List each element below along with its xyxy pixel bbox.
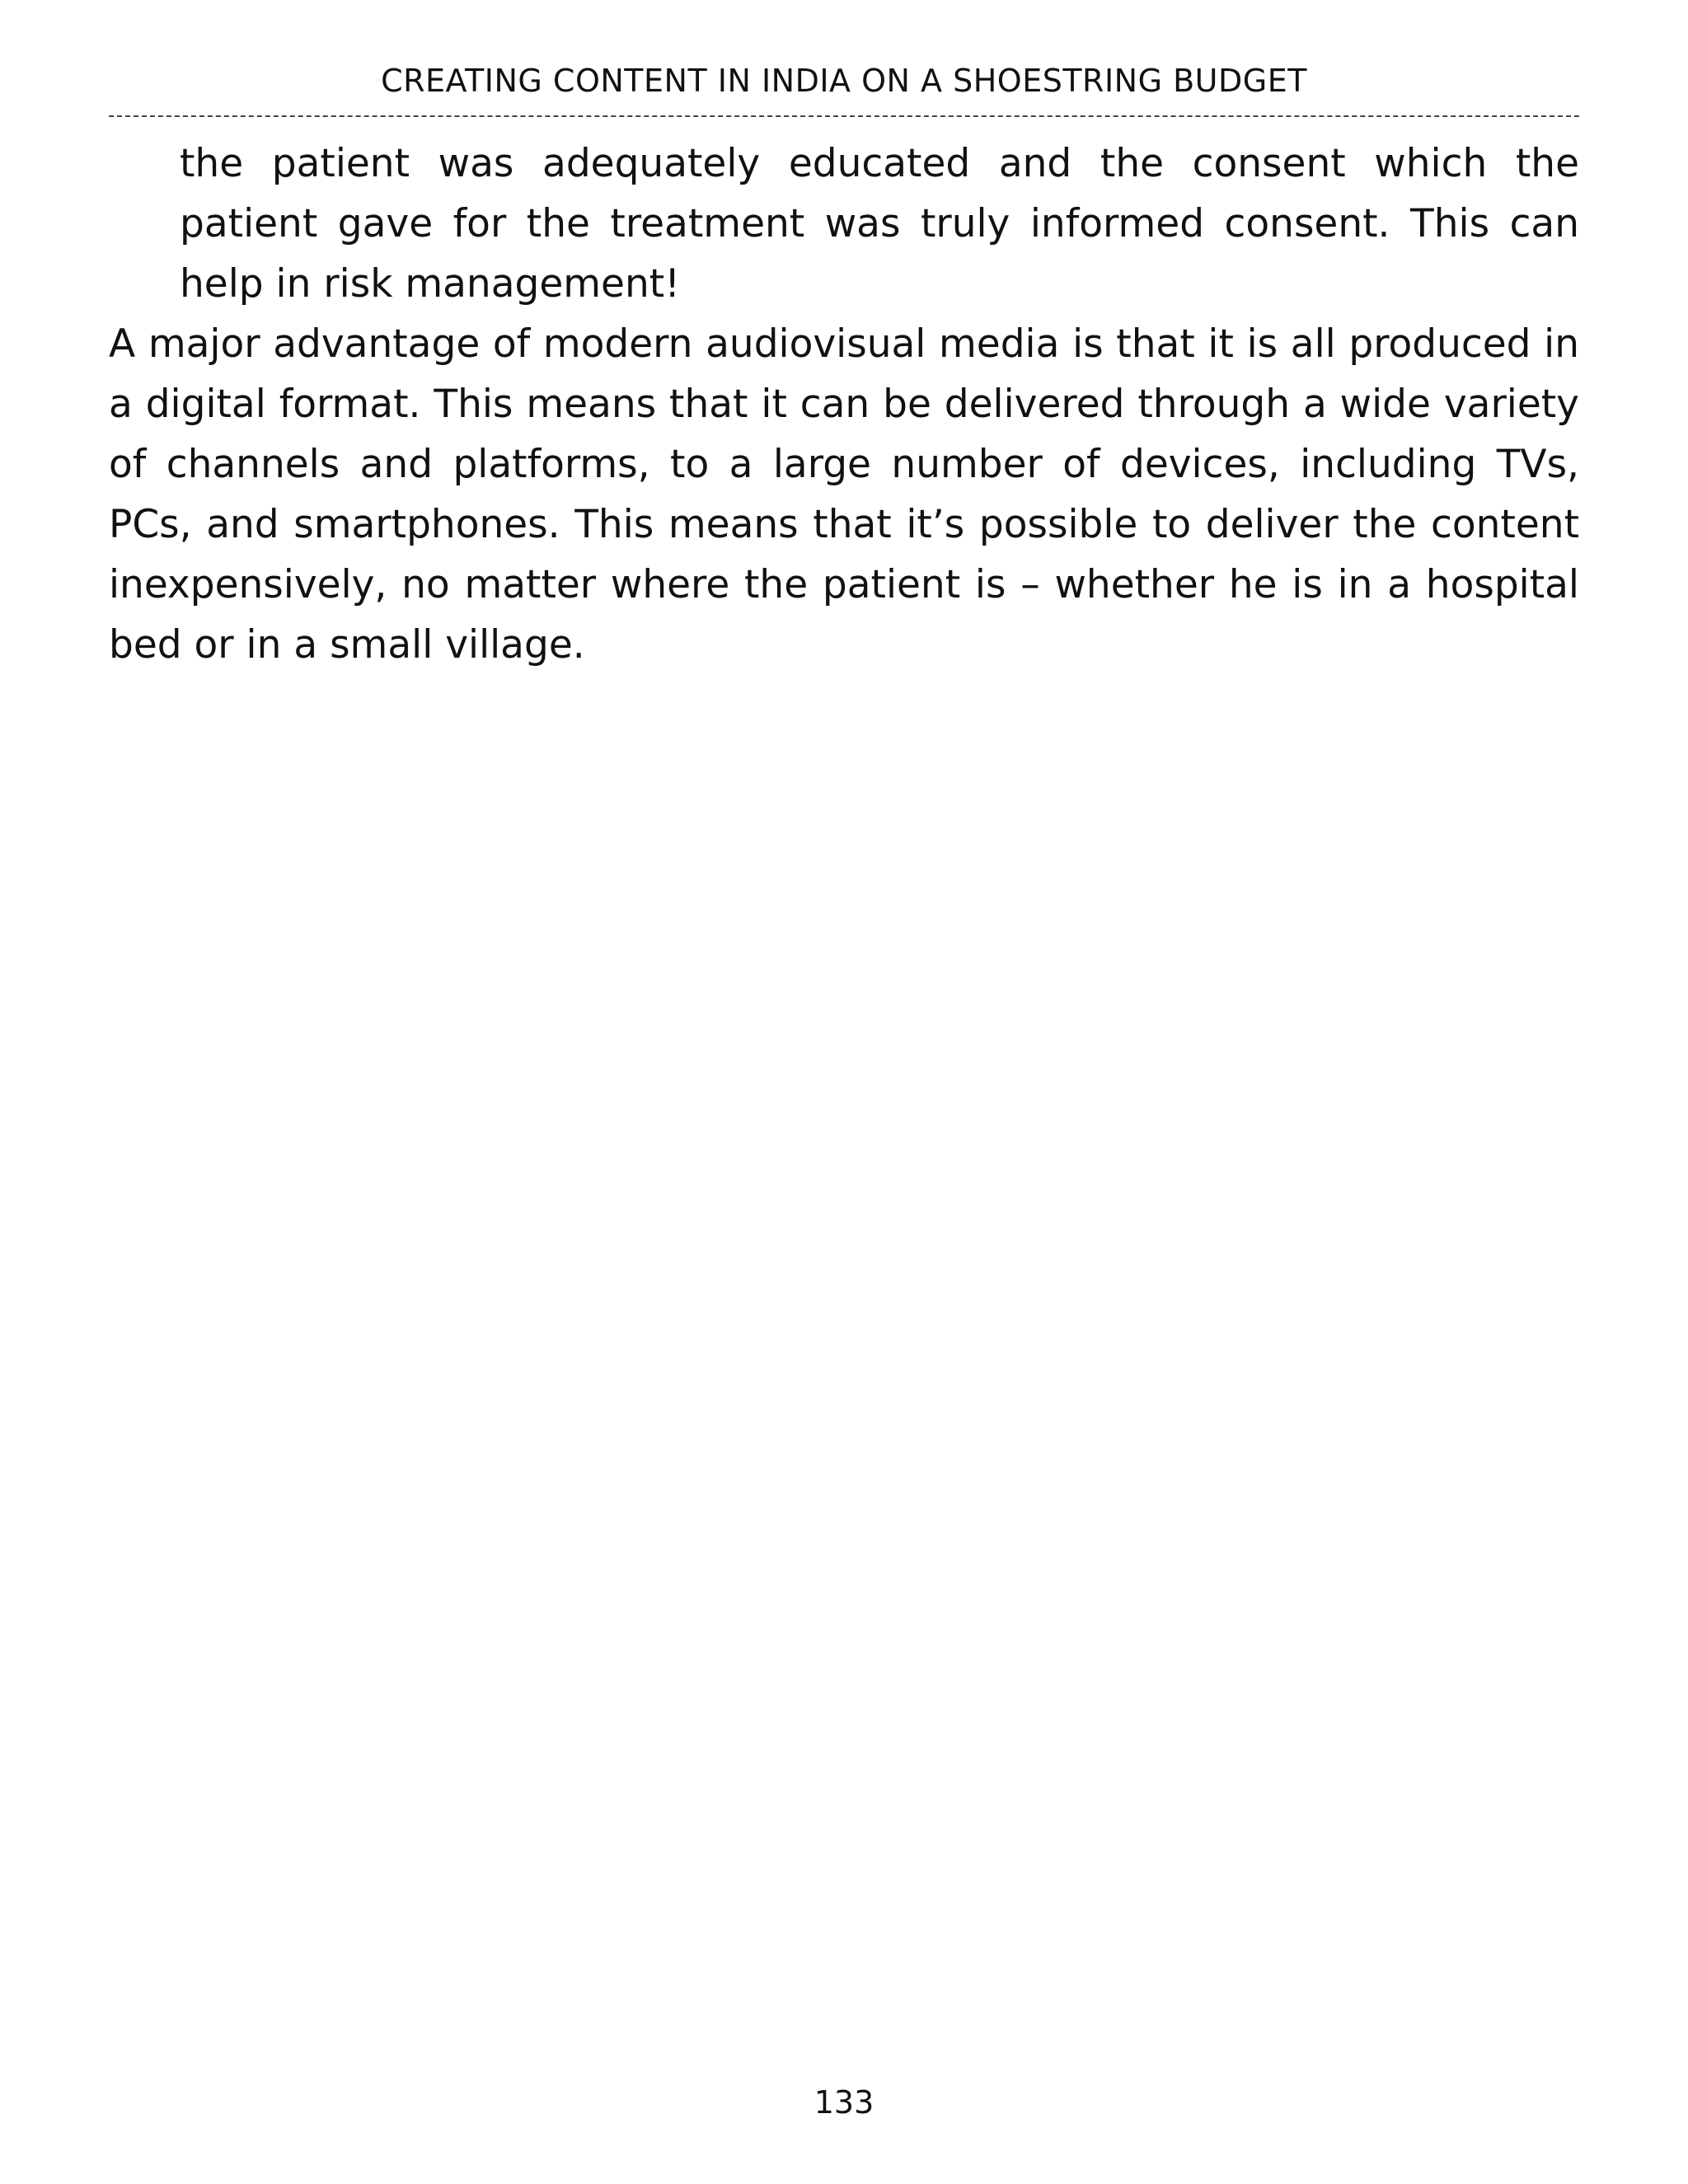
page-number: 133 bbox=[814, 2084, 874, 2121]
body-paragraph: A major advantage of modern audiovisual media is that it is all produced in a digital format. This means that it can be delivered through a wide variety of channels and platforms, to a large number of devices, including TVs, PCs, and smartphones. This means that it’s possible to deliver the content inexpensively, no matter where the patient is – whether he is in a hospital bed or in a small village. bbox=[109, 321, 1579, 668]
header-divider bbox=[109, 115, 1579, 117]
continued-paragraph: the patient was adequately educated and the consent which the patient gave for the treatment was truly informed consent. This can help in risk management! bbox=[180, 141, 1579, 307]
running-header: CREATING CONTENT IN INDIA ON A SHOESTRING BUDGET bbox=[381, 63, 1307, 99]
